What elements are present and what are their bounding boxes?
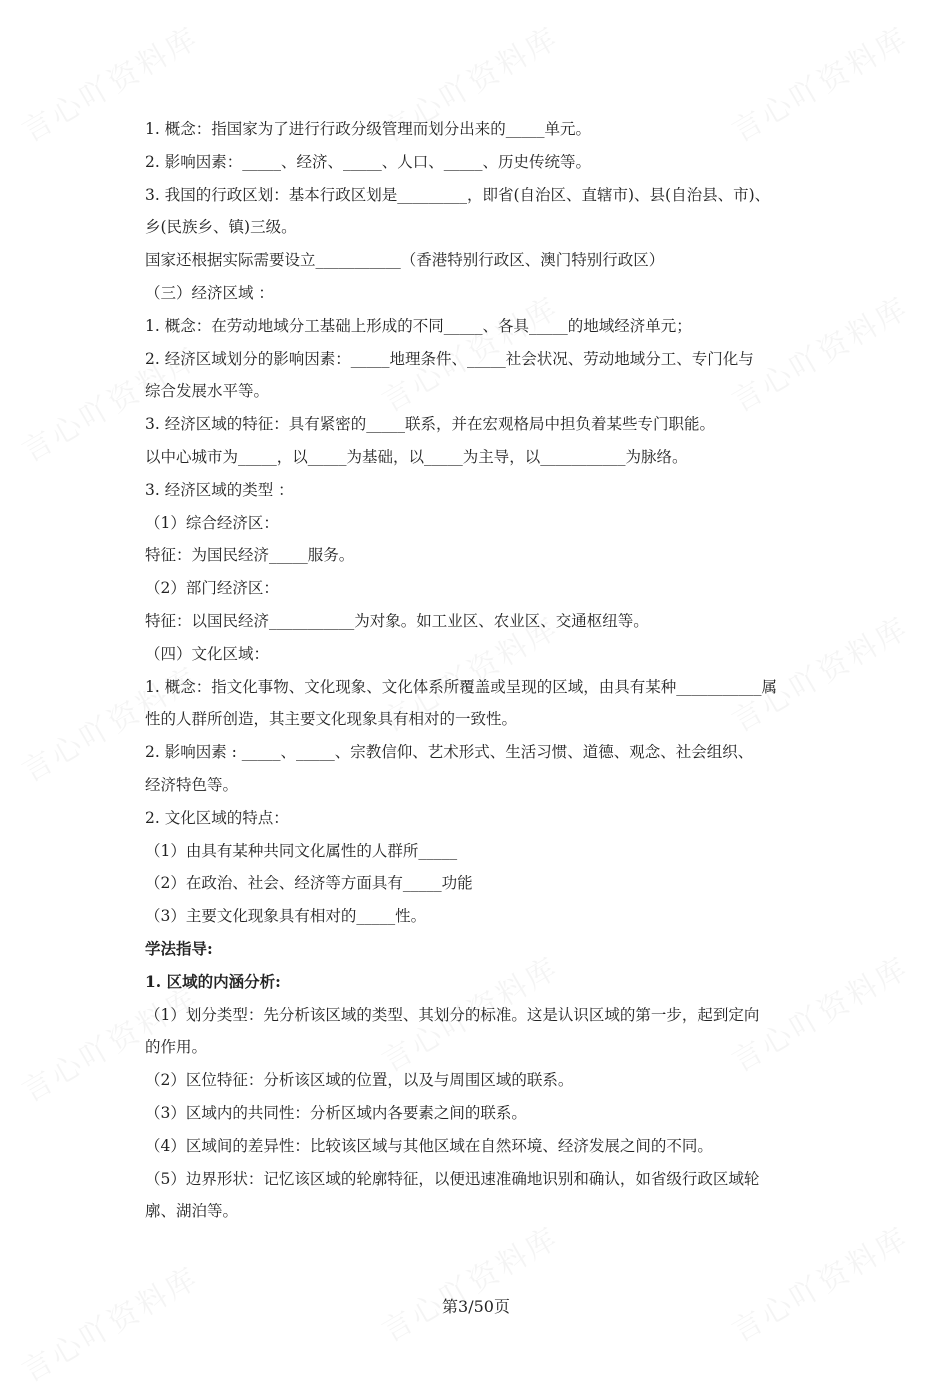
text-line: 乡(民族乡、镇)三级。 — [145, 218, 297, 237]
text-line: （四）文化区域： — [145, 644, 270, 663]
text-line: 廓、湖泊等。 — [145, 1202, 239, 1221]
text-line: 的作用。 — [145, 1038, 208, 1057]
text-line: 3. 经济区域的类型 ： — [145, 480, 294, 499]
text-line: 2. 经济区域划分的影响因素：_____地理条件、_____社会状况、劳动地域分工、专门化与 — [145, 349, 754, 368]
text-line: 1. 概念：指国家为了进行行政分级管理而划分出来的_____单元。 — [145, 120, 591, 138]
watermark-text — [722, 1213, 915, 1350]
text-line: 特征：以国民经济___________为对象。如工业区、农业区、交通枢纽等。 — [145, 611, 649, 630]
text-line: 学法指导: — [145, 938, 213, 958]
text-line: 特征：为国民经济_____服务。 — [145, 546, 355, 565]
document-body — [145, 113, 817, 1228]
watermark-text — [12, 1253, 205, 1390]
text-line: 2. 影响因素：_____、经济、_____、人口、_____、历史传统等。 — [145, 152, 591, 171]
text-line: 3. 我国的行政区划：基本行政区划是_________，即省(自治区、直辖市)、县(自治县、市)、 — [145, 185, 771, 204]
text-line: （2）在政治、社会、经济等方面具有_____功能 — [145, 874, 473, 893]
text-line: （4）区域间的差异性：比较该区域与其他区域在自然环境、经济发展之间的不同。 — [145, 1136, 713, 1155]
text-line: （2）部门经济区： — [145, 579, 279, 598]
text-line: 国家还根据实际需要设立___________（香港特别行政区、澳门特别行政区） — [145, 251, 665, 270]
text-line: （3）区域内的共同性：分析区域内各要素之间的联系。 — [145, 1103, 527, 1122]
text-line: 2. 影响因素 : _____、_____、宗教信仰、艺术形式、生活习惯、道德、观念、社会组织、 — [145, 743, 754, 762]
text-line: （1）综合经济区： — [145, 513, 279, 532]
text-line: 1. 概念：指文化事物、文化现象、文化体系所覆盖或呈现的区域，由具有某种___________属 — [145, 677, 777, 696]
text-line: 3. 经济区域的特征：具有紧密的_____联系，并在宏观格局中担负着某些专门职能。 — [145, 415, 715, 434]
text-line: 2. 文化区域的特点： — [145, 808, 289, 827]
text-line: （2）区位特征：分析该区域的位置，以及与周围区域的联系。 — [145, 1071, 574, 1090]
text-line: 1. 区域的内涵分析: — [145, 971, 281, 991]
page-number: 第3/50页 — [442, 1297, 510, 1316]
text-line: （5）边界形状：记忆该区域的轮廓特征，以便迅速准确地识别和确认，如省级行政区域轮 — [145, 1169, 760, 1188]
text-line: 综合发展水平等。 — [145, 382, 270, 401]
text-line: （3）主要文化现象具有相对的_____性。 — [145, 907, 427, 926]
text-line: 以中心城市为_____，以_____为基础，以_____为主导，以___________为脉络。 — [145, 447, 688, 466]
text-line: 性的人群所创造，其主要文化现象具有相对的一致性。 — [145, 710, 518, 729]
text-line: 1. 概念：在劳动地域分工基础上形成的不同_____、各具_____的地域经济单元； — [145, 316, 692, 335]
text-line: （三）经济区域 ： — [145, 283, 274, 302]
text-line: （1）由具有某种共同文化属性的人群所_____ — [145, 841, 458, 860]
watermark-text — [372, 1213, 565, 1350]
text-line: 经济特色等。 — [145, 775, 239, 794]
text-line: （1）划分类型：先分析该区域的类型、其划分的标准。这是认识区域的第一步，起到定向 — [145, 1005, 760, 1024]
